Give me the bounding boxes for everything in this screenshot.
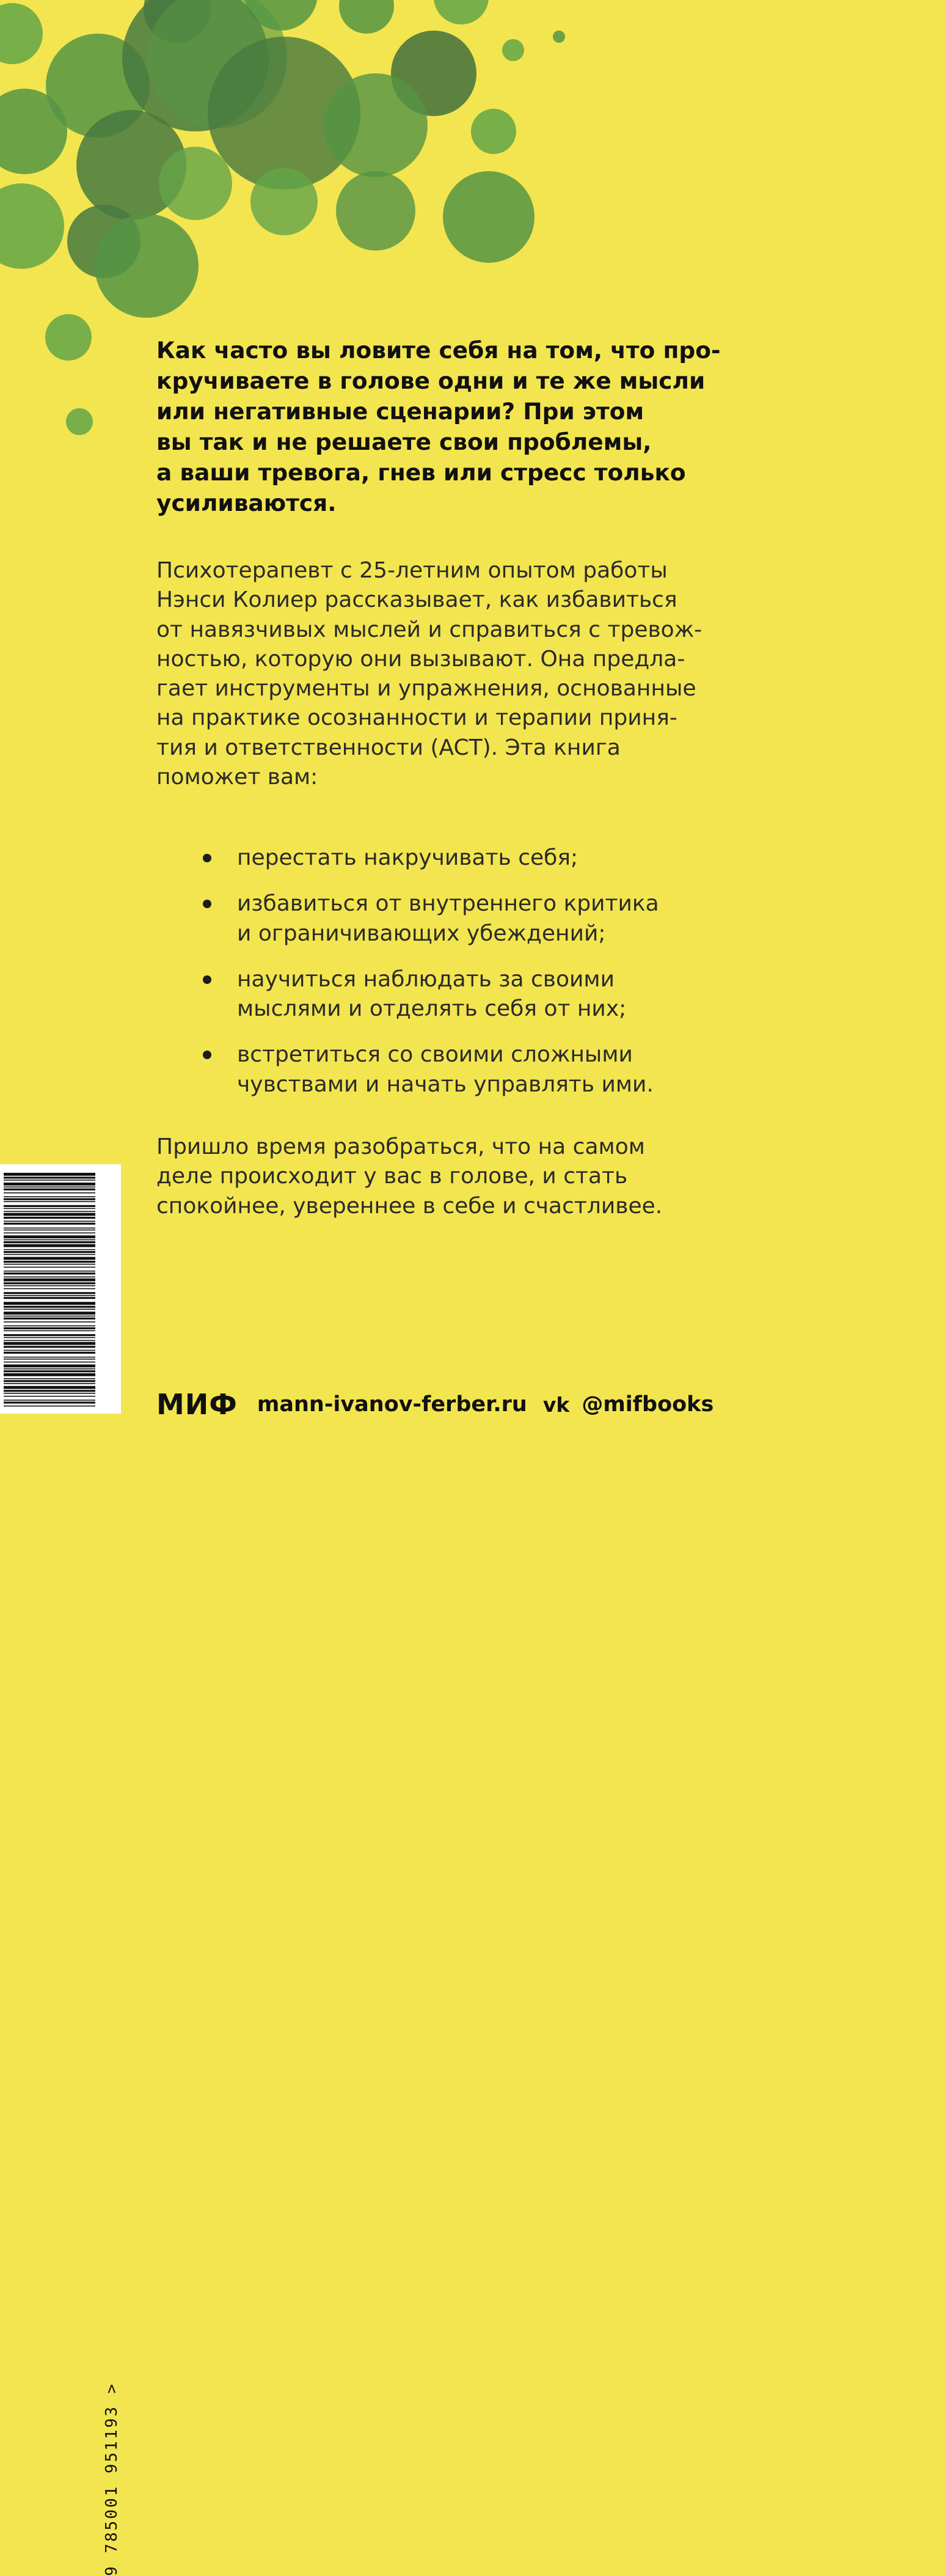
barcode-bar <box>4 1365 95 1368</box>
barcode-bar <box>4 1378 95 1379</box>
bubble <box>502 39 524 61</box>
barcode-bar <box>4 1189 95 1191</box>
bubble <box>159 147 232 220</box>
barcode-bar <box>4 1196 95 1197</box>
barcode-bar <box>4 1321 95 1323</box>
barcode-bar <box>4 1396 95 1397</box>
barcode-bar <box>4 1386 95 1389</box>
barcode-bar <box>4 1205 95 1207</box>
intro-line: Психотерапевт с 25-летним опытом работы <box>156 558 668 583</box>
lead-line: а ваши тревога, гнев или стресс только <box>156 459 686 486</box>
barcode-bar <box>4 1180 95 1181</box>
barcode-bar <box>4 1267 95 1268</box>
barcode-bar <box>4 1244 95 1247</box>
barcode-bar <box>4 1279 95 1282</box>
outro-line: деле происходит у вас в голове, и стать <box>156 1164 628 1189</box>
benefits-list <box>156 843 828 1116</box>
intro-line: поможет вам: <box>156 765 318 790</box>
barcode-bar <box>4 1308 95 1310</box>
bubble <box>324 73 428 177</box>
lead-paragraph <box>156 335 767 518</box>
barcode-bar <box>4 1373 95 1376</box>
list-item <box>156 889 828 949</box>
outro-line: Пришло время разобраться, что на самом <box>156 1134 645 1159</box>
barcode-bar <box>4 1368 95 1370</box>
vk-icon[interactable]: vk <box>542 1392 570 1417</box>
barcode-bar <box>4 1223 95 1225</box>
barcode-bar <box>4 1217 95 1219</box>
publisher-website-link[interactable]: mann-ivanov-ferber.ru <box>257 1392 527 1417</box>
barcode-bar <box>4 1257 95 1260</box>
barcode-bar <box>4 1390 95 1392</box>
barcode-bar <box>4 1228 95 1229</box>
barcode-bar <box>4 1346 95 1348</box>
barcode-bar <box>4 1277 95 1278</box>
bubble <box>471 109 516 154</box>
list-item <box>156 1040 828 1099</box>
barcode-bar <box>4 1340 95 1341</box>
barcode-bar <box>4 1220 95 1222</box>
bullet-icon <box>203 975 211 984</box>
list-item-line: перестать накручивать себя; <box>237 845 578 870</box>
barcode-bar <box>4 1271 95 1272</box>
barcode-bar <box>4 1297 95 1299</box>
barcode-bar <box>4 1173 95 1176</box>
barcode-bars <box>0 1164 98 1414</box>
social-handle-link[interactable]: @mifbooks <box>582 1392 714 1417</box>
barcode-bar <box>4 1288 95 1290</box>
intro-line: тия и ответственности (ACT). Эта книга <box>156 735 621 760</box>
bullet-icon <box>203 854 211 862</box>
barcode-bar <box>4 1233 95 1234</box>
barcode-bar <box>4 1342 95 1345</box>
barcode-bar <box>4 1264 95 1265</box>
barcode-bar <box>4 1326 95 1327</box>
bubble <box>95 214 199 318</box>
list-item-line: чувствами и начать управлять ими. <box>237 1071 654 1097</box>
barcode-bar <box>4 1230 95 1231</box>
list-item <box>156 965 828 1024</box>
barcode-bar <box>4 1292 95 1294</box>
publisher-logo: МИФ <box>156 1388 238 1421</box>
bubble <box>0 3 43 64</box>
barcode-bar <box>4 1176 95 1178</box>
barcode-bar <box>4 1359 95 1360</box>
lead-line: Как часто вы ловите себя на том, что про- <box>156 337 721 364</box>
bubble <box>250 168 318 235</box>
list-item-line: научиться наблюдать за своими <box>237 966 615 992</box>
barcode-bar <box>4 1316 95 1317</box>
barcode-bar <box>4 1241 95 1243</box>
barcode-bar <box>4 1393 95 1394</box>
barcode-bar <box>4 1337 95 1338</box>
publisher-footer <box>156 1387 713 1422</box>
bubble <box>553 31 565 43</box>
barcode-bar <box>4 1201 95 1202</box>
barcode-bar <box>4 1370 95 1372</box>
barcode-bar <box>4 1272 95 1274</box>
list-item-line: и ограничивающих убеждений; <box>237 920 606 946</box>
barcode-bar <box>4 1406 95 1407</box>
closing-paragraph <box>156 1132 767 1221</box>
list-item-line: избавиться от внутреннего критика <box>237 891 659 917</box>
barcode-bar <box>4 1295 95 1296</box>
intro-paragraph <box>156 556 767 792</box>
barcode-bar <box>4 1380 95 1382</box>
intro-line: на практике осознанности и терапии приня- <box>156 705 677 731</box>
outro-line: спокойнее, увереннее в себе и счастливее. <box>156 1193 663 1219</box>
barcode-bar <box>4 1239 95 1241</box>
list-item <box>156 843 828 873</box>
barcode-bar <box>4 1302 95 1305</box>
intro-line: от навязчивых мыслей и справиться с тревож- <box>156 617 702 642</box>
barcode-bar <box>4 1350 95 1351</box>
bubble <box>0 183 64 269</box>
barcode-bar <box>4 1192 95 1194</box>
isbn-barcode <box>0 1164 121 2576</box>
barcode-bar <box>4 1235 95 1238</box>
lead-line: кручиваете в голове одни и те же мысли <box>156 367 706 394</box>
barcode-bar <box>4 1282 95 1284</box>
bubble <box>45 314 92 361</box>
barcode-bar <box>4 1362 95 1363</box>
list-item-line: мыслями и отделять себя от них; <box>237 996 627 1022</box>
intro-line: ностью, которую они вызывают. Она предла- <box>156 646 685 672</box>
barcode-bar <box>4 1251 95 1253</box>
barcode-bar <box>4 1312 95 1315</box>
barcode-bar <box>4 1400 95 1401</box>
lead-line: усиливаются. <box>156 490 337 516</box>
isbn-number: 9 785001 951193 > <box>103 2382 121 2576</box>
bubble <box>434 0 489 24</box>
bubble <box>339 0 394 34</box>
barcode-bar <box>4 1357 95 1358</box>
barcode-bar <box>4 1306 95 1308</box>
barcode-bar <box>4 1261 95 1263</box>
intro-line: Нэнси Колиер рассказывает, как избавиться <box>156 587 677 613</box>
barcode-bar <box>4 1352 95 1354</box>
bullet-icon <box>203 900 211 908</box>
barcode-bar <box>4 1183 95 1186</box>
barcode-bar <box>4 1285 95 1286</box>
barcode-bar <box>4 1208 95 1209</box>
lead-line: или негативные сценарии? При этом <box>156 398 644 425</box>
lead-line: вы так и не решаете свои проблемы, <box>156 428 652 455</box>
bubble <box>336 171 415 251</box>
barcode-bar <box>4 1186 95 1187</box>
barcode-bar <box>4 1198 95 1200</box>
bullet-icon <box>203 1051 211 1059</box>
bubble <box>443 171 535 263</box>
barcode-bar <box>4 1211 95 1212</box>
barcode-bar <box>4 1327 95 1329</box>
barcode-bar <box>4 1334 95 1336</box>
barcode-bar <box>4 1383 95 1384</box>
barcode-bar <box>4 1318 95 1319</box>
bubble <box>66 408 93 435</box>
intro-line: гает инструменты и упражнения, основанные <box>156 676 696 702</box>
barcode-bar <box>4 1213 95 1216</box>
barcode-bar <box>4 1249 95 1250</box>
barcode-bar <box>4 1401 95 1403</box>
barcode-bar <box>4 1330 95 1332</box>
barcode-bar <box>4 1254 95 1255</box>
list-item-line: встретиться со своими сложными <box>237 1042 633 1068</box>
